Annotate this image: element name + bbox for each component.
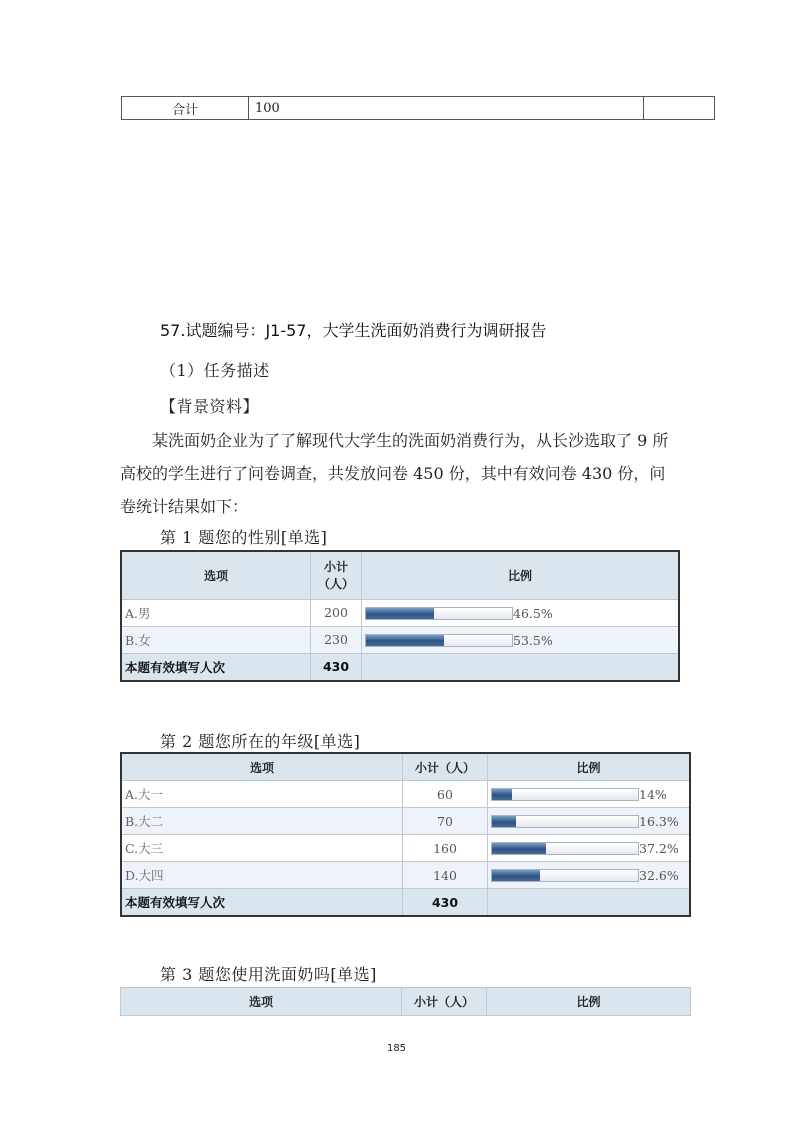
progress-bar [365,634,513,647]
q2-total-label: 本题有效填写人次 [121,889,403,917]
q2-option: B.大二 [121,808,403,835]
q1-ratio-cell [362,599,680,626]
q1-option: B.女 [121,626,311,653]
progress-fill [492,843,546,854]
q2-ratio-cell [488,781,691,808]
table-row [121,862,690,889]
progress-fill [492,816,516,827]
q2-count: 60 [403,781,488,808]
table-row [121,626,679,653]
q1-pct-label: 46.5% [513,605,553,621]
q1-header-option: 选项 [121,551,311,599]
summary-table [121,96,715,120]
summary-value: 100 [249,97,644,120]
q1-title: 第 1 题您的性别[单选] [160,528,328,547]
q2-total-count: 430 [403,889,488,917]
q2-table [120,752,691,917]
q3-header-count: 小计（人） [402,988,487,1016]
q1-total-count: 430 [311,653,362,681]
table-row [121,781,690,808]
section-task-description: （1）任务描述 [160,361,270,380]
q2-header-option: 选项 [121,753,403,781]
q2-pct-label: 32.6% [639,868,679,883]
q2-pct-label: 14% [639,787,667,802]
q1-count: 230 [311,626,362,653]
q1-table [120,550,680,682]
question-heading: 57.试题编号：J1-57，大学生洗面奶消费行为调研报告 [160,321,547,340]
q2-option: C.大三 [121,835,403,862]
q2-header-ratio: 比例 [488,753,691,781]
q2-header-row [121,753,690,781]
q2-ratio-cell [488,835,691,862]
q1-header-count: 小计（人） [311,551,362,599]
table-row [121,808,690,835]
progress-fill [492,789,512,800]
q2-total-row [121,889,690,917]
q3-header-option: 选项 [121,988,402,1016]
q1-option: A.男 [121,599,311,626]
q1-total-row [121,653,679,681]
page-number: 185 [386,1043,407,1054]
q2-ratio-cell [488,808,691,835]
summary-row [122,97,715,120]
q2-pct-label: 16.3% [639,814,679,829]
progress-fill [366,635,444,646]
q3-table [120,987,691,1016]
progress-bar [491,788,639,801]
q3-title: 第 3 题您使用洗面奶吗[单选] [160,965,377,984]
table-row [121,599,679,626]
progress-bar [365,607,513,620]
q2-pct-label: 37.2% [639,841,679,856]
q2-count: 160 [403,835,488,862]
summary-label: 合计 [122,97,249,120]
q1-header-row [121,551,679,599]
q2-option: A.大一 [121,781,403,808]
q1-pct-label: 53.5% [513,632,553,648]
q2-count: 70 [403,808,488,835]
q1-total-label: 本题有效填写人次 [121,653,311,681]
q3-header-row [121,988,691,1016]
progress-bar [491,815,639,828]
progress-bar [491,869,639,882]
q2-option: D.大四 [121,862,403,889]
q1-count: 200 [311,599,362,626]
q2-ratio-cell [488,862,691,889]
q2-title: 第 2 题您所在的年级[单选] [160,732,361,751]
q2-total-empty [488,889,691,917]
progress-fill [366,608,434,619]
progress-bar [491,842,639,855]
progress-fill [492,870,540,881]
q3-header-ratio: 比例 [487,988,691,1016]
q1-total-empty [362,653,680,681]
q1-header-ratio: 比例 [362,551,680,599]
summary-extra [644,97,715,120]
background-paragraph: 某洗面奶企业为了了解现代大学生的洗面奶消费行为，从长沙选取了 9 所高校的学生进行了问卷调查，共发放问卷 450 份，其中有效问卷 430 份，问卷统计结果如下： [120,431,669,516]
q1-ratio-cell [362,626,680,653]
q2-header-count: 小计（人） [403,753,488,781]
table-row [121,835,690,862]
section-background: 【背景资料】 [160,397,260,416]
q2-count: 140 [403,862,488,889]
